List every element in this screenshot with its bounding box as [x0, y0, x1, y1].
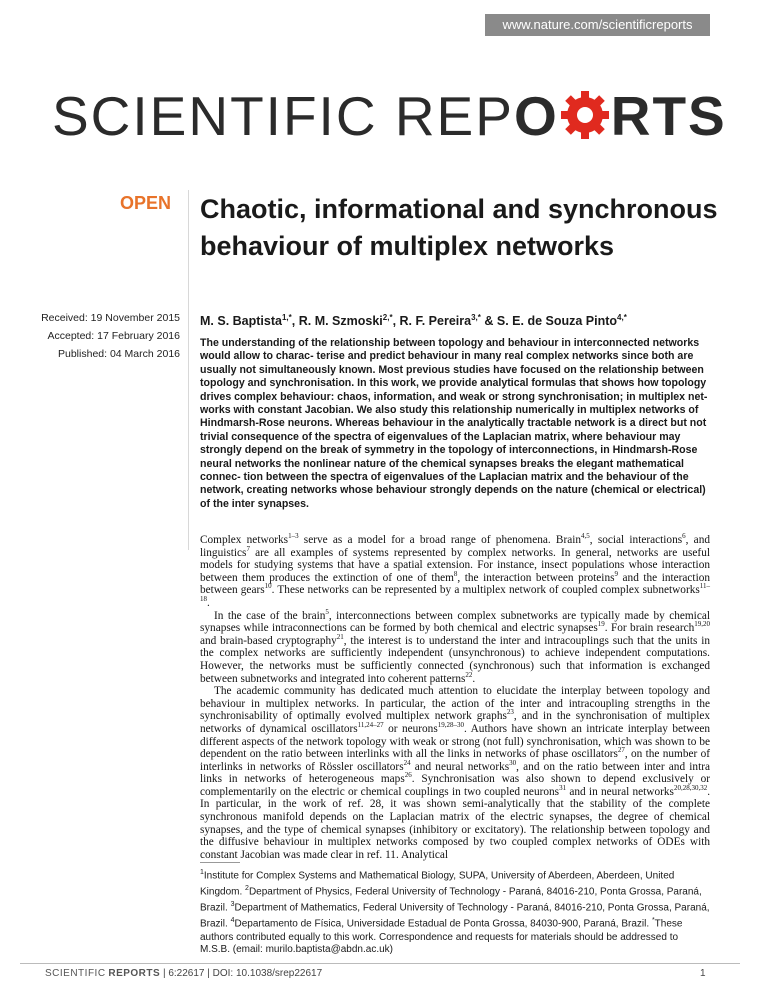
published-date: Published: 04 March 2016 — [58, 348, 180, 360]
citation-superscript: 23 — [506, 708, 514, 717]
citation-superscript: 1 — [200, 869, 204, 876]
author-affiliation: 3,* — [471, 313, 481, 322]
citation-superscript: 19 — [597, 620, 605, 629]
citation-superscript: 22 — [465, 670, 473, 679]
author-affiliation: 2,* — [382, 313, 393, 322]
body-paragraph-3: The academic community has dedicated much attention to elucidate the interplay between topology and behaviour in multiplex networks. In particular, the action of the inter and intracoupling strengths in the synchronisability of optimally evolved multiplex network graphs$^{23}$, and in the synchronisation of multiplex networks of dynamical oscillators$^{11,24-27}$ or neurons$^{19,28-30}$. Authors have shown an intricate interplay between different aspects of the network topology with weak or strong (not full) synchronisation, which was shown to be dependent on the ratio between interlinks with all the links in networks of phase oscillators$^{27}$, on the number of interlinks in networks of Rössler oscillators$^{24}$ and neural networks$^{30}$, and on the ratio between inter and intra links in networks of heterogeneous maps$^{26}$. Synchronisation was also shown to depend exclusively or complementarily on the electric or chemical couplings in two coupled neurons$^{31}$ and in neural networks$^{20,28,30,32}$. In particular, in the work of ref. 28, it was shown semi-analytically that the stability of the complete synchronous manifold depends on the Laplacian matrix of the electric synapses, the degree of chemical synapses, and the type of chemical synapses (inhibitory or excitatory). The relationship between topology and the diffusive behaviour in multiplex networks composed by two coupled complex networks of ODEs with constant Jacobian was made clear in ref. 11. Analytical — [200, 685, 711, 861]
citation-superscript: 19,28–30 — [437, 721, 464, 730]
open-access-label: OPEN — [120, 193, 172, 213]
citation-superscript: 2 — [245, 885, 249, 893]
body-paragraph-1: Complex networks$^{1-3}$ serve as a model for a broad range of phenomena. Brain$^{4,5}$, social interactions$^6$, and linguistics$^7$ are all examples of systems represented by complex networks. In general, networks are useful models for studying systems that have a spatial extension. For instance, insect populations whose interaction between them produces the extinction of one of them$^8$, the interaction between proteins$^9$ and the interaction between gears$^{10}$. These networks can be represented by a multiplex network of coupled complex subnetworks$^{11-18}$. — [200, 532, 710, 609]
citation-superscript: 5 — [325, 607, 329, 616]
author-name: R. M. Szmoski — [298, 314, 383, 329]
citation-superscript: 27 — [617, 746, 625, 755]
citation-superscript: 19,20 — [694, 620, 711, 629]
column-divider — [188, 190, 189, 550]
citation-superscript: 6 — [682, 532, 686, 541]
page-footer — [45, 968, 322, 979]
citation-superscript: 7 — [246, 544, 250, 553]
author-name: M. S. Baptista — [200, 314, 282, 329]
citation-superscript: 4,5 — [581, 532, 590, 541]
citation-superscript: 10 — [264, 582, 272, 591]
citation-superscript: 8 — [453, 570, 458, 579]
article-dates — [20, 309, 180, 363]
author-name: S. E. de Souza Pinto — [496, 314, 618, 329]
author-list: M. S. Baptista$^{1,*}$, R. M. Szmoski$^{2,*}$, R. F. Pereira$^{3,*}$ & S. E. de Souza Pinto$^{4,*}$ — [200, 313, 627, 329]
citation-superscript: 3 — [230, 901, 235, 909]
citation-superscript: 1–3 — [288, 532, 299, 541]
affiliations-footnote: $^1$Institute for Complex Systems and Mathematical Biology, SUPA, University of Aberdeen, Aberdeen, United Kingdom. $^2$Department of Physics, Federal University of Technology - Paraná, 84016-210, Ponta Grossa, Paraná, Brazil. $^3$Department of Mathematics, Federal University of Technology - Paraná, 84016-210, Ponta Grossa, Paraná, Brazil. $^4$Departamento de Física, Universidade Estadual de Ponta Grossa, 84030-900, Paraná, Brazil. *These authors contributed equally to this work. Correspondence and requests for materials should be addressed to M.S.B. (email: murilo.baptista@abdn.ac.uk) — [200, 869, 710, 956]
citation-superscript: 21 — [336, 632, 344, 641]
citation-superscript: 11–18 — [200, 582, 710, 604]
author-affiliation: 1,* — [281, 313, 292, 322]
footnote-rule — [200, 862, 240, 863]
page-number: 1 — [700, 968, 706, 979]
citation-superscript: 26 — [404, 771, 412, 780]
citation-superscript: 20,28,30,32 — [673, 784, 708, 793]
footer-journal-light: SCIENTIFIC — [45, 968, 106, 979]
citation-superscript: 31 — [559, 784, 567, 793]
citation-superscript: 4 — [230, 917, 235, 925]
footer-journal-bold: REPORTS — [108, 968, 161, 979]
author-affiliation: 4,* — [617, 313, 627, 322]
footer-citation: | 6:22617 | DOI: 10.1038/srep22617 — [160, 968, 323, 979]
accepted-date: Accepted: 17 February 2016 — [47, 330, 180, 342]
article-title: Chaotic, informational and synchronous behaviour of multiplex networks — [200, 194, 718, 261]
citation-superscript: 9 — [614, 570, 618, 579]
body-text — [200, 534, 710, 861]
abstract: The understanding of the relationship between topology and behaviour in interconnected networks would allow to charac- terise and predict behaviour in many real complex networks since both are usually not simultaneously known. Most previous studies have focused on the relationship between topology and synchronisation. In this work, we provide analytical formulas that shows how topology drives complex behaviour: chaos, information, and weak or strong synchronisation; in multiplex net- works with constant Jacobian. We also study this relationship numerically in multiplex networks of Hindmarsh-Rose neurons. Whereas behaviour in the analytically tractable network is a direct but not trivial consequence of the spectra of eigenvalues of the Laplacian matrix, where behaviour may strongly depend on the break of symmetry in the topology of interconnections, in Hindmarsh-Rose neural networks the nonlinear nature of the chemical synapses breaks the elegant mathematical connec- tion between the spectra of eigenvalues of the Laplacian matrix and the behaviour of the network, creating networks whose behaviour strongly depends on the nature (chemical or electrical) of the inter synapses. — [200, 337, 708, 510]
masthead-bold-2: RTS — [610, 85, 727, 147]
citation-superscript: 30 — [509, 758, 517, 767]
citation-superscript: * — [651, 917, 655, 925]
footer-rule — [20, 963, 740, 964]
masthead-bold-1: O — [513, 85, 559, 147]
received-date: Received: 19 November 2015 — [41, 312, 180, 324]
masthead-light: SCIENTIFIC REP — [52, 85, 514, 147]
citation-superscript: 11,24–27 — [357, 721, 384, 730]
author-name: R. F. Pereira — [399, 314, 472, 329]
journal-masthead — [52, 85, 727, 147]
gear-icon — [559, 89, 611, 141]
body-paragraph-2: In the case of the brain$^5$, interconnections between complex subnetworks are typically made by chemical synapses while intraconnections can be formed by both chemical and electric synapses$^{19}$. For brain research$^{19,20}$ and brain-based cryptography$^{21}$, the interest is to understand the inter and intracouplings such that the units in the complex networks are sufficiently independent (unsynchronous) to achieve independent computations. However, the networks must be sufficiently connected (synchronous) such that information is exchanged between subnetworks and integrated into coherent patterns$^{22}$. — [200, 607, 711, 685]
journal-url[interactable]: www.nature.com/scientificreports — [485, 14, 710, 36]
citation-superscript: 24 — [403, 758, 411, 767]
